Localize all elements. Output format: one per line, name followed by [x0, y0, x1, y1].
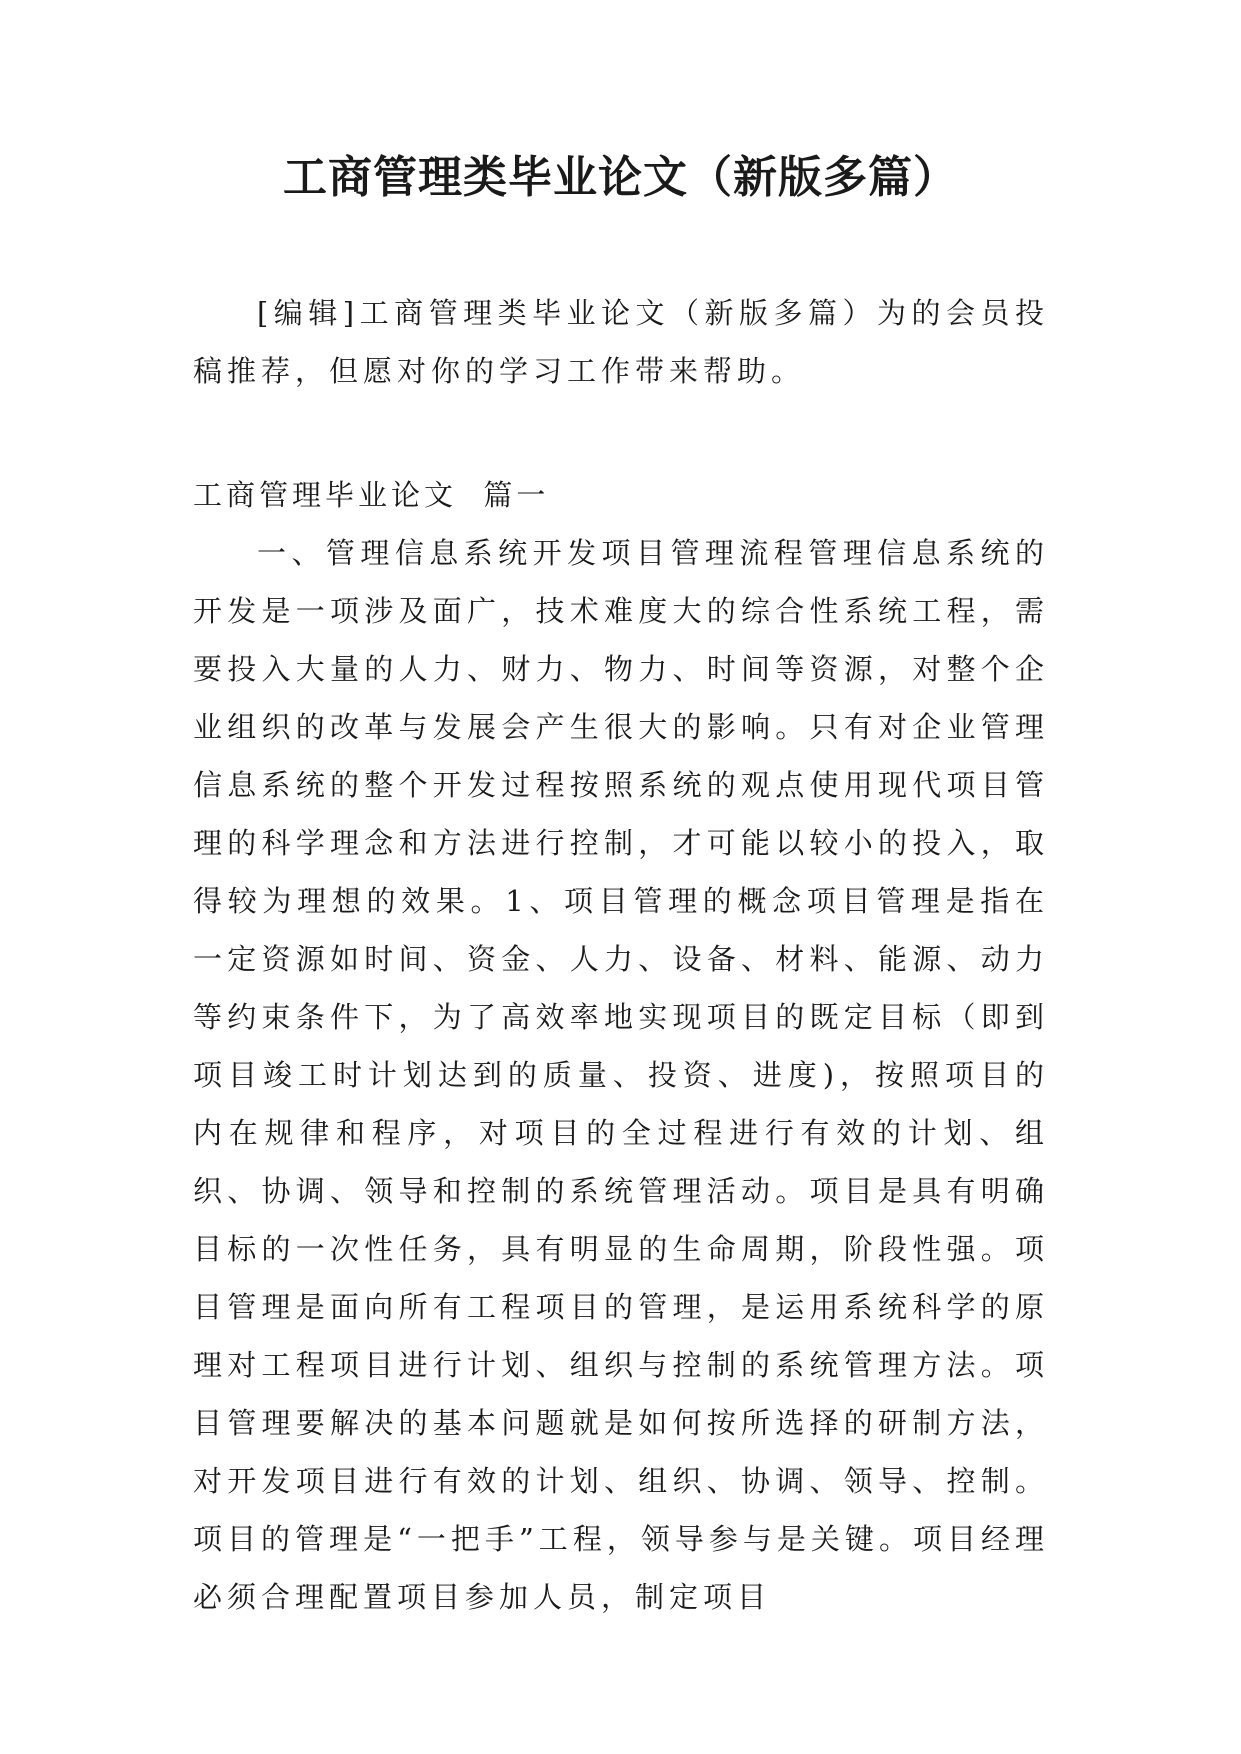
body-paragraph: 一、管理信息系统开发项目管理流程管理信息系统的开发是一项涉及面广，技术难度大的综合性系统工程，需要投入大量的人力、财力、物力、时间等资源，对整个企业组织的改革与发展会产生很大的影响。只有对企业管理信息系统的整个开发过程按照系统的观点使用现代项目管理的科学理念和方法进行控制，才可能以较小的投入，取得较为理想的效果。1、项目管理的概念项目管理是指在一定资源如时间、资金、人力、设备、材料、能源、动力等约束条件下，为了高效率地实现项目的既定目标（即到项目竣工时计划达到的质量、投资、进度)，按照项目的内在规律和程序，对项目的全过程进行有效的计划、组织、协调、领导和控制的系统管理活动。项目是具有明确目标的一次性任务，具有明显的生命周期，阶段性强。项目管理是面向所有工程项目的管理，是运用系统科学的原理对工程项目进行计划、组织与控制的系统管理方法。项目管理要解决的基本问题就是如何按所选择的研制方法，对开发项目进行有效的计划、组织、协调、领导、控制。项目的管理是“一把手”工程，领导参与是关键。项目经理必须合理配置项目参加人员，制定项目: [193, 536, 1049, 1614]
section-heading: 工商管理毕业论文 篇一: [193, 478, 550, 512]
document-title: 工商管理类毕业论文（新版多篇）: [283, 152, 958, 203]
intro-paragraph: [编辑]工商管理类毕业论文（新版多篇）为的会员投稿推荐，但愿对你的学习工作带来帮助。: [193, 296, 1049, 388]
